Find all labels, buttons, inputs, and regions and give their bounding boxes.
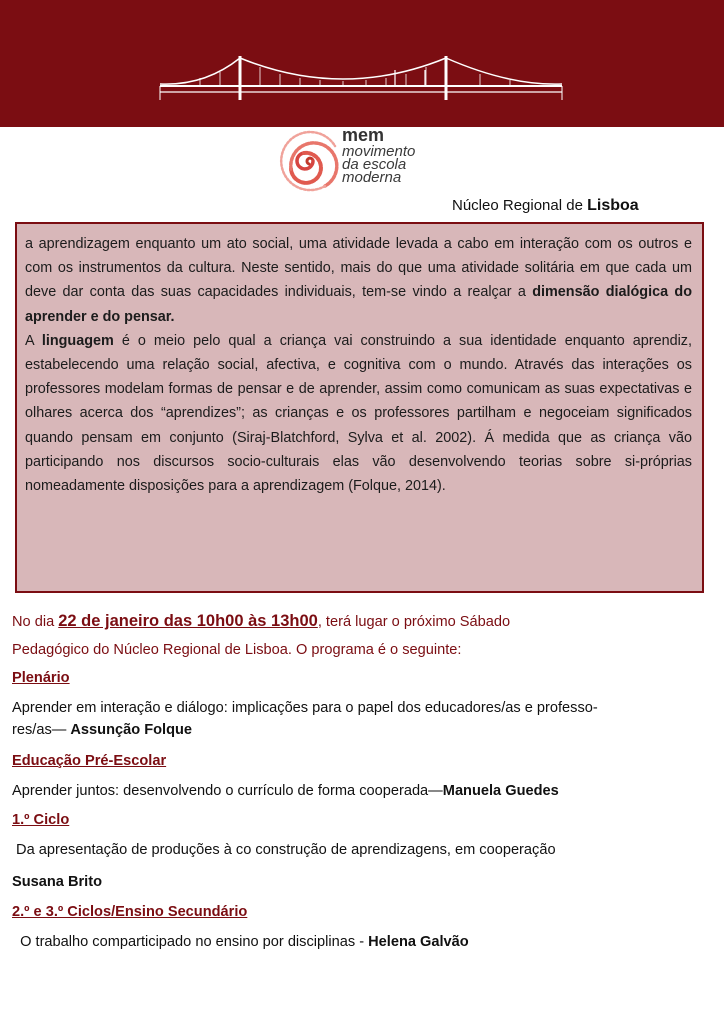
regional-nucleus-label	[452, 197, 639, 215]
intro-paragraph-2	[25, 329, 692, 498]
nucleus-city: Lisboa	[587, 197, 639, 214]
intro-paragraph-1	[25, 232, 692, 329]
nucleus-prefix: Núcleo Regional de	[452, 197, 588, 214]
ciclo1-text: Da apresentação de produções à co construção de aprendizagens, em cooperação	[12, 842, 556, 858]
plenario-text-2-a: res/as—	[12, 722, 71, 738]
pre-escolar-text	[12, 783, 559, 799]
logo-line-2: da escola	[342, 156, 407, 173]
plenario-speaker: Assunção Folque	[70, 722, 193, 738]
p2-bold: linguagem	[41, 332, 114, 349]
header-banner	[0, 0, 724, 127]
announcement-line-2: Pedagógico do Núcleo Regional de Lisboa. O programa é o seguinte:	[12, 642, 462, 658]
pre-escolar-heading: Educação Pré-Escolar	[12, 753, 167, 769]
pre-escolar-desc: Aprender juntos: desenvolvendo o currículo de forma cooperada—	[12, 783, 443, 799]
p2-text-b: é o meio pelo qual a criança vai construindo a sua identidade enquanto aprendiz, estabelecendo uma relação social, afectiva, e cognitiva com o mundo. Através das interações os professores modelam formas de pensar e de aprender, assim como comunicam as suas expectativas e olhares acerca dos “aprendizes”; as crianças e os professores partilham e negoceiam significados quando pensam em conjunto (Siraj-Blatchford, Sylva et al. 2002). Á medida que as criança vão participando nos discursos socio-culturais elas vão desenvolvendo teorias sobre si-próprias nomeadamente disposições para a aprendizagem (Folque, 2014).	[25, 332, 692, 495]
pre-escolar-speaker: Manuela Guedes	[442, 783, 559, 799]
plenario-text-1: Aprender em interação e diálogo: implicações para o papel dos educadores/as e professo-	[12, 700, 598, 716]
p2-text-a: A	[25, 332, 42, 349]
plenario-heading: Plenário	[12, 670, 70, 686]
ciclo1-speaker: Susana Brito	[12, 874, 103, 890]
ciclo1-heading: 1.º Ciclo	[12, 812, 70, 828]
announcement-post: , terá lugar o próximo Sábado	[317, 614, 511, 630]
ciclo23-desc: O trabalho comparticipado no ensino por disciplinas -	[12, 934, 369, 950]
event-date: 22 de janeiro das 10h00 às 13h00	[58, 612, 318, 630]
logo-abbreviation: mem	[342, 125, 385, 145]
logo-line-3: moderna	[342, 169, 402, 186]
mem-logo	[276, 124, 476, 198]
p1-text: a aprendizagem enquanto um ato social, uma atividade levada a cabo em interação com os outros e com os instrumentos da cultura. Neste sentido, mais do que uma atividade solitária em que cada um deve dar conta das suas capacidades individuais, tem-se vindo a realçar a	[25, 236, 692, 301]
ciclo23-text	[12, 934, 469, 950]
logo-line-1: movimento	[342, 143, 416, 160]
ciclo23-speaker: Helena Galvão	[368, 934, 469, 950]
announcement-pre: No dia	[12, 614, 59, 630]
plenario-text-2	[12, 722, 192, 738]
intro-text-box	[15, 222, 704, 593]
spiral-logo-icon	[276, 124, 342, 198]
ciclo23-heading: 2.º e 3.º Ciclos/Ensino Secundário	[12, 904, 248, 920]
announcement-line-1	[12, 612, 510, 631]
p1-bold: dimensão dialógica do aprender e do pensar.	[25, 284, 692, 325]
